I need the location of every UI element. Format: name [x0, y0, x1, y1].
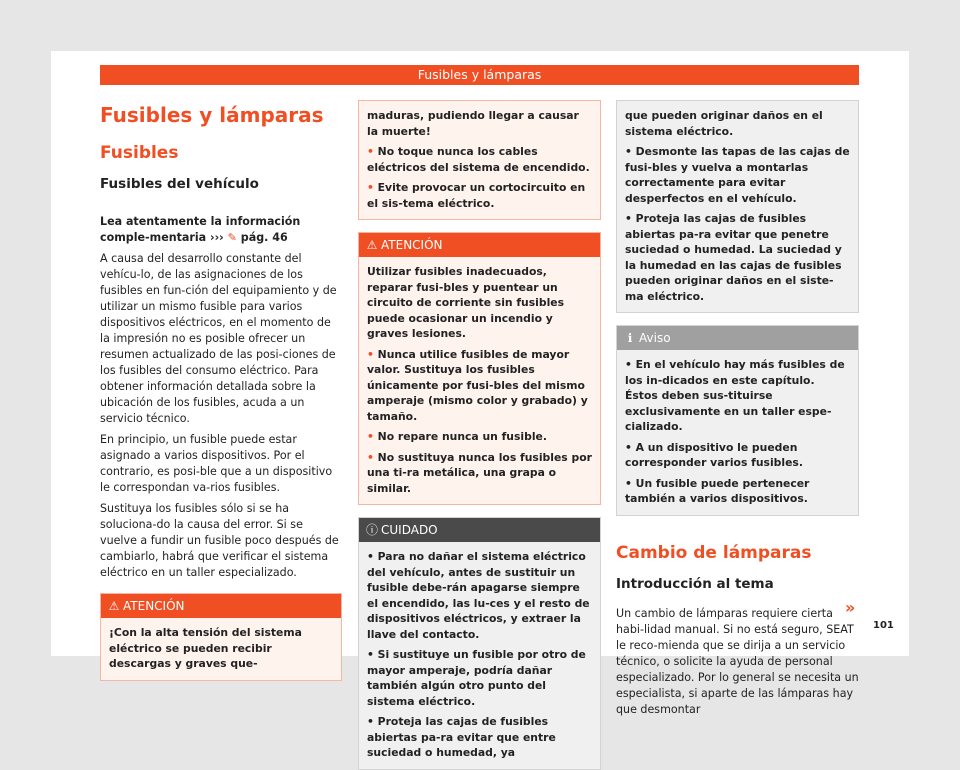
warning-header: ⚠ ATENCIÓN — [359, 233, 600, 257]
caution-header: ⓘ CUIDADO — [359, 518, 600, 542]
note-body — [617, 350, 858, 515]
warning-box — [100, 593, 342, 681]
warning-triangle-icon: ⚠ — [366, 238, 378, 252]
warning-body: Utilizar fusibles inadecuados, reparar fusi-bles y puentear un circuito de corriente sin fusibles puede ocasionar un incendio y graves lesiones. • Nunca utilice fusibles de mayor valor. Sustituya los fusibles únicamente por fusi-bles del mismo amperaje (mismo color y grabado) y tamaño. • No repare nunca un fusible. • No sustituya nunca los fusibles por una ti-ra metálica, una grapa o similar. — [367, 265, 592, 495]
list-item: • No repare nunca un fusible. — [367, 430, 547, 443]
note-box — [616, 325, 859, 516]
section-title: Fusibles — [100, 143, 179, 163]
paragraph: A causa del desarrollo constante del vehícu-lo, de las asignaciones de los fusibles en fun-ción del equipamiento y de utilizar un mismo fusible para varios dispositivos eléctricos, en el momento de la impresión no es posible ofrecer un resumen actualizado de las posi-ciones de los fusibles del consumo eléctrico. Para obtener información detallada sobre la ubicación de los fusibles, acuda a un servicio técnico. — [100, 252, 337, 425]
paragraph: Un cambio de lámparas requiere cierta habi-lidad manual. Si no está seguro, SEAT le reco-mienda que se dirija a un servicio técnico, o solicite la ayuda de personal especializado. Por lo general se necesita un especialista, si aparte de las lámparas hay que desmontar — [616, 606, 859, 716]
caution-box — [358, 517, 601, 770]
list-item: • Si sustituye un fusible por otro de mayor amperaje, podría dañar también algún otro punto del sistema eléctrico. — [367, 648, 586, 708]
list-item: • Proteja las cajas de fusibles abiertas pa-ra evitar que penetre suciedad o humedad. La suciedad y la humedad en las cajas de fusibles pueden originar daños en el siste-ma eléctrico. — [625, 212, 842, 303]
caution-body — [359, 542, 600, 769]
subsection-title: Fusibles del vehículo — [100, 176, 259, 192]
caution-circle-icon: ⓘ — [365, 523, 378, 537]
note-header: ℹ Aviso — [617, 326, 858, 350]
caution-box-continued — [616, 100, 859, 313]
list-item: • Nunca utilice fusibles de mayor valor. Sustituya los fusibles únicamente por fusi-bles del mismo amperaje (mismo color y grabado) y tamaño. — [367, 347, 588, 423]
continue-arrow-icon: » — [845, 598, 856, 617]
column-2 — [358, 100, 601, 770]
warning-box — [358, 232, 601, 505]
page-number: 101 — [873, 620, 894, 631]
paragraph: Sustituya los fusibles sólo si se ha soluciona-do la causa del error. Si se vuelve a fundir un fusible poco después de cambiarlo, habrá que verificar el sistema eléctrico en un taller especializado. — [100, 502, 339, 579]
book-ref-icon: ✎ — [227, 231, 237, 244]
section-title: Cambio de lámparas — [616, 542, 812, 563]
info-icon: ℹ — [627, 331, 633, 345]
running-header: Fusibles y lámparas — [100, 65, 859, 85]
list-item: • Proteja las cajas de fusibles abiertas pa-ra evitar que entre suciedad o humedad, ya — [367, 715, 556, 759]
warning-body: maduras, pudiendo llegar a causar la muerte! • No toque nunca los cables eléctricos del sistema de encendido. • Evite provocar un cortocircuito en el sis-tema eléctrico. — [359, 101, 600, 219]
list-item: • No toque nunca los cables eléctricos del sistema de encendido. — [367, 145, 590, 174]
caution-body: que pueden originar daños en el sistema eléctrico. • Desmonte las tapas de las cajas de fusi-bles y vuelva a montarlas correctamente para evitar desperfectos en el vehículo. • Proteja las cajas de fusibles abiertas pa-ra evitar que penetre suciedad o humedad. La suciedad y la humedad en las cajas de fusibles pueden originar daños en el siste-ma eléctrico. — [625, 109, 850, 303]
warning-triangle-icon: ⚠ — [108, 599, 120, 613]
list-item: • No sustituya nunca los fusibles por una ti-ra metálica, una grapa o similar. — [367, 450, 592, 495]
list-item: • Para no dañar el sistema eléctrico del vehículo, antes de sustituir un fusible debe-rán apagarse siempre el encendido, las lu-ces y el resto de dispositivos eléctricos, y extraer la llave del contacto. — [367, 550, 590, 641]
list-item: • Desmonte las tapas de las cajas de fusi-bles y vuelva a montarlas correctamente para evitar desperfectos en el vehículo. — [625, 145, 850, 205]
lead-paragraph: Lea atentamente la información comple-mentaria ››› ✎ pág. 46 — [100, 215, 301, 244]
list-item: • A un dispositivo le pueden corresponder varios fusibles. — [625, 440, 803, 469]
subsection-title: Introducción al tema — [616, 575, 774, 592]
column-1 — [100, 96, 342, 681]
chapter-title: Fusibles y lámparas — [100, 103, 324, 127]
warning-header: ⚠ ATENCIÓN — [101, 594, 341, 618]
list-item: • Un fusible puede pertenecer también a varios dispositivos. — [625, 476, 810, 505]
column-3 — [616, 100, 859, 718]
list-item: • En el vehículo hay más fusibles de los in-dicados en este capítulo. Éstos deben sus-tituirse exclusivamente en un taller espe-cializado. — [625, 358, 845, 433]
paragraph: En principio, un fusible puede estar asignado a varios dispositivos. Por el contrario, es posi-ble que a un dispositivo le correspondan va-rios fusibles. — [100, 433, 333, 494]
warning-body: ¡Con la alta tensión del sistema eléctrico se pueden recibir descargas y graves que- — [109, 626, 302, 670]
list-item: • Evite provocar un cortocircuito en el sis-tema eléctrico. — [367, 181, 586, 210]
warning-box-continued — [358, 100, 601, 220]
